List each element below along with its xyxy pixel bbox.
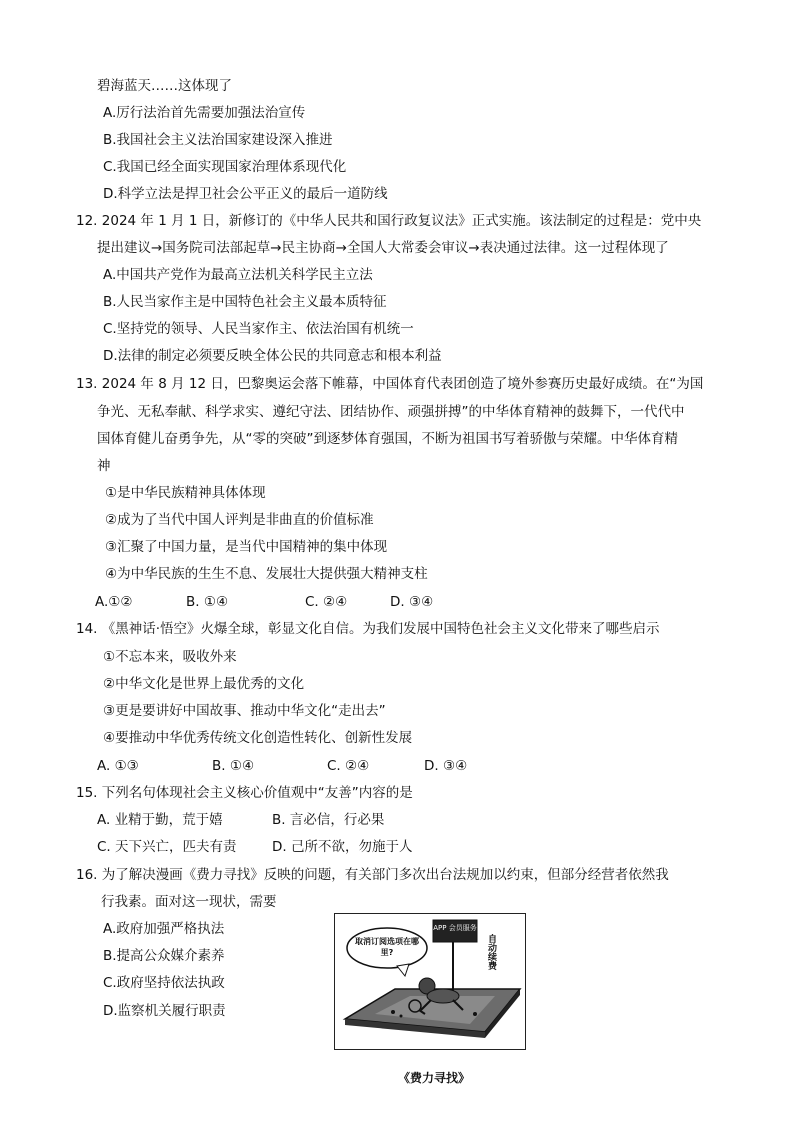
- q11-option-c: C.我国已经全面实现国家治理体系现代化: [103, 159, 347, 175]
- q14-choice-b: B. ①④: [212, 758, 255, 774]
- q13-choice-b: B. ①④: [186, 594, 229, 610]
- q12-option-d: D.法律的制定必须要反映全体公民的共同意志和根本利益: [103, 348, 442, 364]
- q11-stem-tail: 碧海蓝天……这体现了: [97, 78, 232, 94]
- q15-choice-a: A. 业精于勤，荒于嬉: [97, 812, 223, 828]
- comic-caption: 《费力寻找》: [398, 1071, 471, 1085]
- q14-item-3: ③更是要讲好中国故事、推动中华文化“走出去”: [103, 703, 386, 719]
- q15-choice-b: B. 言必信，行必果: [272, 812, 385, 828]
- q13-choice-a: A.①②: [95, 594, 133, 610]
- q12-stem-line-2: 提出建议→国务院司法部起草→民主协商→全国人大常委会审议→表决通过法律。这一过程体现了: [97, 240, 669, 256]
- q16-stem-line-1: 16. 为了解决漫画《费力寻找》反映的问题，有关部门多次出台法规加以约束，但部分经营者依然我: [76, 867, 669, 883]
- q13-stem-line-3: 国体育健儿奋勇争先，从“零的突破”到逐梦体育强国，不断为祖国书写着骄傲与荣耀。中华体育精: [97, 431, 678, 447]
- q12-option-b: B.人民当家作主是中国特色社会主义最本质特征: [103, 294, 387, 310]
- q13-stem-line-1: 13. 2024 年 8 月 12 日，巴黎奥运会落下帷幕，中国体育代表团创造了境外参赛历史最好成绩。在“为国: [76, 376, 704, 392]
- q14-stem: 14. 《黑神话·悟空》火爆全球，彰显文化自信。为我们发展中国特色社会主义文化带来了哪些启示: [76, 621, 660, 637]
- q13-stem-line-2: 争光、无私奉献、科学求实、遵纪守法、团结协作、顽强拼搏”的中华体育精神的鼓舞下，一代代中: [97, 404, 685, 420]
- q14-item-2: ②中华文化是世界上最优秀的文化: [103, 676, 305, 692]
- q13-stem-line-4: 神: [97, 458, 111, 474]
- q16-option-d: D.监察机关履行职责: [103, 1003, 226, 1019]
- q14-item-4: ④要推动中华优秀传统文化创造性转化、创新性发展: [103, 730, 413, 746]
- q16-option-a: A.政府加强严格执法: [103, 921, 225, 937]
- q15-choice-c: C. 天下兴亡，匹夫有责: [97, 839, 237, 855]
- q15-choice-d: D. 己所不欲，勿施于人: [272, 839, 413, 855]
- q11-option-d: D.科学立法是捍卫社会公平正义的最后一道防线: [103, 186, 388, 202]
- q15-stem: 15. 下列名句体现社会主义核心价值观中“友善”内容的是: [76, 785, 413, 801]
- sign-text: APP 会员服务: [433, 924, 477, 932]
- q13-item-3: ③汇聚了中国力量，是当代中国精神的集中体现: [105, 539, 388, 555]
- q14-item-1: ①不忘本来，吸收外来: [103, 649, 237, 665]
- q14-choice-c: C. ②④: [327, 758, 370, 774]
- q12-stem-line-1: 12. 2024 年 1 月 1 日，新修订的《中华人民共和国行政复议法》正式实施。该法制定的过程是：党中央: [76, 213, 702, 229]
- q16-stem-line-2: 行我素。面对这一现状，需要: [101, 894, 277, 910]
- q12-option-a: A.中国共产党作为最高立法机关科学民主立法: [103, 267, 373, 283]
- q16-option-b: B.提高公众媒介素养: [103, 948, 225, 964]
- q11-option-b: B.我国社会主义法治国家建设深入推进: [103, 132, 333, 148]
- q14-choice-d: D. ③④: [424, 758, 468, 774]
- bubble-text: 取消订阅选项在哪里?: [355, 937, 419, 957]
- q13-item-1: ①是中华民族精神具体体现: [105, 485, 266, 501]
- q13-choice-d: D. ③④: [390, 594, 434, 610]
- q14-choice-a: A. ①③: [97, 758, 139, 774]
- comic-drawing: [335, 914, 525, 1049]
- comic-illustration: [334, 913, 526, 1050]
- q16-option-c: C.政府坚持依法执政: [103, 975, 225, 991]
- q13-choice-c: C. ②④: [305, 594, 348, 610]
- q13-item-4: ④为中华民族的生生不息、发展壮大提供强大精神支柱: [105, 566, 428, 582]
- q11-option-a: A.厉行法治首先需要加强法治宣传: [103, 105, 306, 121]
- q13-item-2: ②成为了当代中国人评判是非曲直的价值标准: [105, 512, 374, 528]
- side-text: 自动续费: [486, 934, 496, 970]
- q12-option-c: C.坚持党的领导、人民当家作主、依法治国有机统一: [103, 321, 414, 337]
